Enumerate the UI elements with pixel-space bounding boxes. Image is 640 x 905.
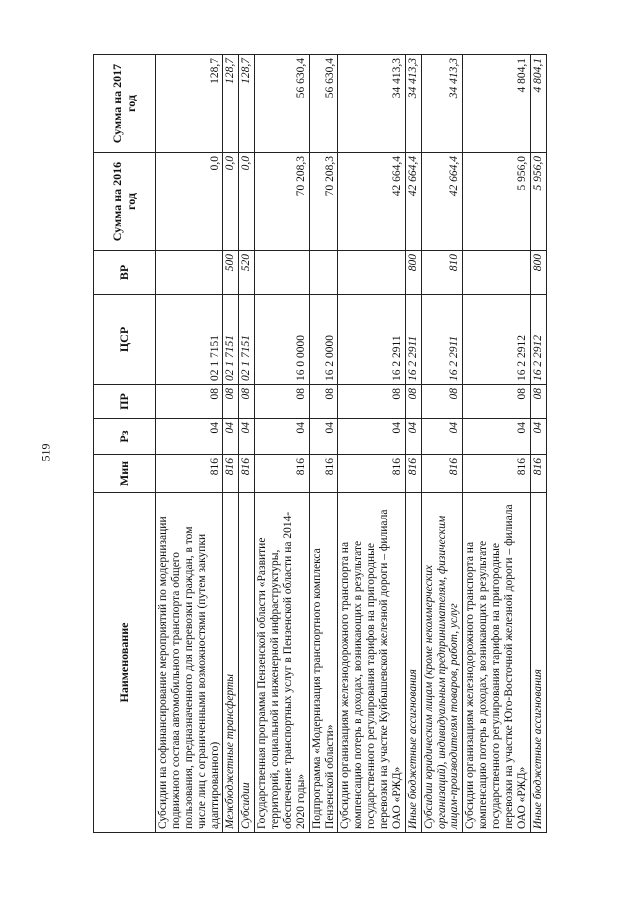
table-row (223, 55, 239, 833)
cell-min: 816 (156, 455, 223, 493)
cell-sum2017: 34 413,3 (421, 55, 463, 153)
cell-pr: 08 (156, 385, 223, 419)
table-row (463, 55, 530, 833)
table-row (255, 55, 310, 833)
header-rz: Рз (94, 419, 156, 455)
cell-sum2017: 34 413,3 (405, 55, 421, 153)
cell-csr: 16 2 2912 (530, 295, 546, 385)
cell-rz: 04 (405, 419, 421, 455)
cell-pr: 08 (223, 385, 239, 419)
cell-sum2016: 42 664,4 (405, 153, 421, 251)
cell-sum2017: 56 630,4 (255, 55, 310, 153)
cell-rz: 04 (239, 419, 255, 455)
cell-pr: 08 (530, 385, 546, 419)
cell-name: Субсидии организациям железнодорожного транспорта на компенсацию потерь в доходах, возникающих в результате государственного регулирования тарифов на пригородные перевозки на участке Юго-Восточной железной дороги – филиала ОАО «РЖД» (463, 493, 530, 833)
cell-name: Иные бюджетные ассигнования (530, 493, 546, 833)
cell-vr: 500 (223, 251, 239, 295)
cell-sum2016: 0,0 (156, 153, 223, 251)
header-sum-2017: Сумма на 2017 год (94, 55, 156, 153)
cell-min: 816 (309, 455, 338, 493)
cell-min: 816 (255, 455, 310, 493)
cell-name: Субсидии юридическим лицам (кроме некоммерческих организаций), индивидуальным предпринимателям, физическим лицам-производителям товаров, работ, услуг (421, 493, 463, 833)
cell-vr (309, 251, 338, 295)
cell-min: 816 (338, 455, 405, 493)
cell-csr: 02 1 7151 (156, 295, 223, 385)
cell-pr: 08 (421, 385, 463, 419)
cell-pr: 08 (309, 385, 338, 419)
cell-vr (338, 251, 405, 295)
cell-csr: 16 2 2911 (338, 295, 405, 385)
header-pr: ПР (94, 385, 156, 419)
cell-sum2017: 128,7 (239, 55, 255, 153)
cell-sum2016: 0,0 (239, 153, 255, 251)
cell-csr: 16 2 2912 (463, 295, 530, 385)
cell-name: Государственная программа Пензенской области «Развитие территорий, социальной и инженерной инфраструктуры, обеспечение транспортных услуг в Пензенской области на 2014-2020 годы» (255, 493, 310, 833)
cell-sum2017: 128,7 (223, 55, 239, 153)
cell-min: 816 (421, 455, 463, 493)
cell-sum2017: 34 413,3 (338, 55, 405, 153)
table-header-row (94, 55, 156, 833)
table-row (309, 55, 338, 833)
header-vr: ВР (94, 251, 156, 295)
cell-pr: 08 (255, 385, 310, 419)
budget-table-container (93, 55, 544, 833)
table-row (405, 55, 421, 833)
cell-sum2016: 70 208,3 (255, 153, 310, 251)
cell-name: Субсидии (239, 493, 255, 833)
cell-rz: 04 (255, 419, 310, 455)
cell-csr: 02 1 7151 (223, 295, 239, 385)
cell-rz: 04 (309, 419, 338, 455)
cell-vr (255, 251, 310, 295)
cell-sum2016: 5 956,0 (530, 153, 546, 251)
cell-name: Иные бюджетные ассигнования (405, 493, 421, 833)
cell-csr: 16 2 2911 (405, 295, 421, 385)
cell-rz: 04 (421, 419, 463, 455)
cell-sum2016: 0,0 (223, 153, 239, 251)
cell-sum2016: 42 664,4 (421, 153, 463, 251)
cell-name: Подпрограмма «Модернизация транспортного комплекса Пензенской области» (309, 493, 338, 833)
table-row (239, 55, 255, 833)
header-min: Мин (94, 455, 156, 493)
table-row (530, 55, 546, 833)
table-row (156, 55, 223, 833)
cell-vr: 520 (239, 251, 255, 295)
cell-pr: 08 (239, 385, 255, 419)
cell-min: 816 (223, 455, 239, 493)
cell-csr: 16 2 0000 (309, 295, 338, 385)
cell-rz: 04 (530, 419, 546, 455)
page-number (36, 442, 56, 462)
cell-sum2017: 4 804,1 (463, 55, 530, 153)
cell-rz: 04 (223, 419, 239, 455)
cell-sum2017: 56 630,4 (309, 55, 338, 153)
header-sum-2016: Сумма на 2016 год (94, 153, 156, 251)
cell-sum2016: 70 208,3 (309, 153, 338, 251)
cell-min: 816 (463, 455, 530, 493)
cell-rz: 04 (338, 419, 405, 455)
cell-min: 816 (405, 455, 421, 493)
cell-rz: 04 (156, 419, 223, 455)
header-csr: ЦСР (94, 295, 156, 385)
cell-name: Межбюджетные трансферты (223, 493, 239, 833)
budget-table (93, 54, 547, 833)
cell-name: Субсидии организациям железнодорожного транспорта на компенсацию потерь в доходах, возникающих в результате государственного регулирования тарифов на пригородные перевозки на участке Куйбышевской железной дороги – филиала ОАО «РЖД» (338, 493, 405, 833)
cell-name: Субсидии на софинансирование мероприятий по модернизации подвижного состава автомобильного транспорта общего пользования, предназначенного для перевозки граждан, в том числе лиц с ограниченными возможностями (путем закупки адаптированного) (156, 493, 223, 833)
table-body (156, 55, 547, 833)
header-name: Наименование (94, 493, 156, 833)
page-number-text: 519 (38, 443, 53, 461)
cell-pr: 08 (463, 385, 530, 419)
cell-vr (156, 251, 223, 295)
cell-sum2016: 5 956,0 (463, 153, 530, 251)
cell-sum2016: 42 664,4 (338, 153, 405, 251)
table-row (421, 55, 463, 833)
cell-csr: 16 2 2911 (421, 295, 463, 385)
cell-rz: 04 (463, 419, 530, 455)
cell-vr: 800 (530, 251, 546, 295)
cell-vr: 800 (405, 251, 421, 295)
cell-min: 816 (530, 455, 546, 493)
cell-vr: 810 (421, 251, 463, 295)
cell-csr: 16 0 0000 (255, 295, 310, 385)
cell-pr: 08 (405, 385, 421, 419)
cell-min: 816 (239, 455, 255, 493)
cell-csr: 02 1 7151 (239, 295, 255, 385)
cell-pr: 08 (338, 385, 405, 419)
cell-vr (463, 251, 530, 295)
cell-sum2017: 128,7 (156, 55, 223, 153)
cell-sum2017: 4 804,1 (530, 55, 546, 153)
table-row (338, 55, 405, 833)
